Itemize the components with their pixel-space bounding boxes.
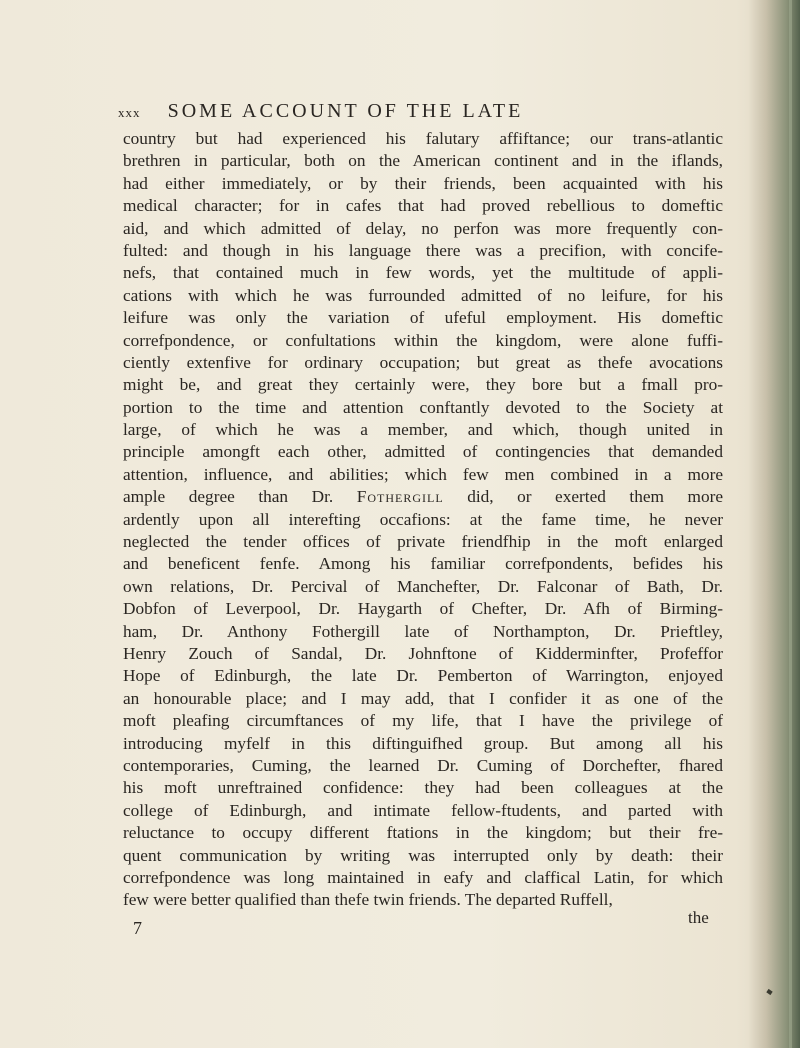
text-line: attention, influence, and abilities; which few men combined in a more <box>123 464 723 484</box>
text-line: ham, Dr. Anthony Fothergill late of Northampton, Dr. Prieftley, <box>123 621 723 641</box>
text-line: ample degree than Dr. Fothergill did, or exerted them more <box>123 487 723 507</box>
text-line: had either immediately, or by their friends, been acquainted with his <box>123 173 723 193</box>
text-line: nefs, that contained much in few words, yet the multitude of appli- <box>123 263 723 283</box>
text-line: contemporaries, Cuming, the learned Dr. Cuming of Dorchefter, fhared <box>123 755 723 775</box>
text-line: medical character; for in cafes that had proved rebellious to domeftic <box>123 196 723 216</box>
signature-mark: 7 <box>133 918 142 938</box>
text-line: aid, and which admitted of delay, no perfon was more frequently con- <box>123 218 723 238</box>
text-line: and beneficent fenfe. Among his familiar correfpondents, befides his <box>123 554 723 574</box>
text-line: cations with which he was furrounded admitted of no leifure, for his <box>123 285 723 305</box>
page-number: xxx <box>118 105 141 120</box>
text-line: country but had experienced his falutary affiftance; our trans-atlantic <box>123 129 723 148</box>
running-title: SOME ACCOUNT OF THE LATE <box>167 100 524 122</box>
running-header <box>118 100 678 124</box>
page-gutter-shadow <box>748 0 800 1048</box>
text-line: college of Edinburgh, and intimate fellow-ftudents, and parted with <box>123 800 723 820</box>
text-line: Hope of Edinburgh, the late Dr. Pemberton of Warrington, enjoyed <box>123 666 723 686</box>
catchword: the <box>688 908 709 927</box>
text-line: fulted: and though in his language there was a precifion, with concife- <box>123 240 723 260</box>
body-text <box>123 128 723 912</box>
page-edge <box>789 0 792 1048</box>
text-line: Henry Zouch of Sandal, Dr. Johnftone of Kidderminfter, Profeffor <box>123 643 723 663</box>
text-line: might be, and great they certainly were, they bore but a fmall pro- <box>123 375 723 395</box>
text-line: correfpondence, or confultations within the kingdom, were alone fuffi- <box>123 330 723 350</box>
text-line: ciently extenfive for ordinary occupation; but great as thefe avocations <box>123 352 723 372</box>
text-line: brethren in particular, both on the American continent and in the iflands, <box>123 151 723 171</box>
text-line: portion to the time and attention conftantly devoted to the Society at <box>123 397 723 417</box>
text-line: reluctance to occupy different ftations in the kingdom; but their fre- <box>123 823 723 843</box>
text-line: large, of which he was a member, and which, though united in <box>123 420 723 440</box>
text-line: leifure was only the variation of ufeful employment. His domeftic <box>123 308 723 328</box>
text-line: ardently upon all interefting occafions: at the fame time, he never <box>123 509 723 529</box>
text-line: own relations, Dr. Percival of Manchefter, Dr. Falconar of Bath, Dr. <box>123 576 723 596</box>
text-line: quent communication by writing was interrupted only by death: their <box>123 845 723 865</box>
text-line: an honourable place; and I may add, that I confider it as one of the <box>123 688 723 708</box>
text-line: his moft unreftrained confidence: they had been colleagues at the <box>123 778 723 798</box>
text-line: neglected the tender offices of private friendfhip in the moft enlarged <box>123 532 723 552</box>
small-caps-name: Fothergill <box>356 487 444 507</box>
text-line: principle amongft each other, admitted of contingencies that demanded <box>123 442 723 462</box>
text-line: moft pleafing circumftances of my life, that I have the privilege of <box>123 711 723 731</box>
text-line: correfpondence was long maintained in eafy and claffical Latin, for which <box>123 867 723 887</box>
text-line: introducing myfelf in this diftinguifhed group. But among all his <box>123 733 723 753</box>
text-line: few were better qualified than thefe twin friends. The departed Ruffell, <box>123 890 613 910</box>
text-line: Dobfon of Leverpool, Dr. Haygarth of Chefter, Dr. Afh of Birming- <box>123 599 723 619</box>
